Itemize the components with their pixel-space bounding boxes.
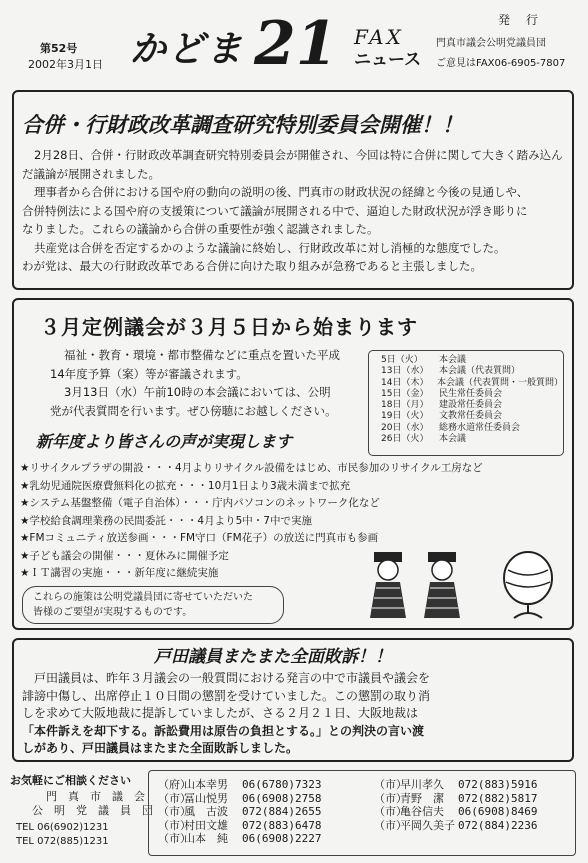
- body-line: 「本件訴えを却下する。訴訟費用は原告の負担とする。」との判決の言い渡: [22, 723, 425, 738]
- members-right-list: [374, 778, 537, 832]
- member-office: （府）: [158, 778, 191, 791]
- member-contact: [374, 819, 537, 833]
- article-assembly-body: [50, 346, 340, 420]
- body-line: 党が代表質問を行います。ぜひ傍聴にお越しください。: [50, 403, 337, 418]
- members-left-list: [158, 778, 321, 846]
- member-phone: 072(883)5916: [458, 778, 538, 791]
- member-phone: 06(6908)2758: [242, 791, 322, 805]
- org-council: 門 真 市 議 会: [46, 790, 145, 803]
- member-name: 早川孝久: [400, 778, 444, 791]
- member-phone: 06(6908)8469: [458, 805, 538, 818]
- schedule-event: 本会議: [439, 434, 467, 445]
- schedule-event: 本会議（代表質問）: [439, 366, 521, 377]
- publisher-name: 門真市議会公明党議員団: [436, 38, 546, 49]
- schedule-event: 総務水道常任委員会: [439, 422, 521, 433]
- schedule-row: [381, 400, 563, 411]
- member-contact: [158, 778, 321, 792]
- member-contact: [158, 819, 321, 833]
- member-office: （市）: [158, 832, 191, 845]
- emperor-doll-icon: [370, 552, 406, 618]
- consult-caption: お気軽にご相談ください: [10, 774, 131, 787]
- schedule-date: 19日（火）: [381, 411, 429, 422]
- body-line: 共産党は合併を否定するかのような議論に終始し、行財政改革に対し消極的な態度でした。: [34, 240, 506, 255]
- schedule-row: [381, 378, 563, 389]
- schedule-event: 民生常任委員会: [439, 388, 503, 399]
- body-line: 戸田議員は、昨年３月議会の一般質問における発言の中で市議員や議会を: [34, 671, 431, 685]
- schedule-event: 建設常任委員会: [439, 400, 503, 411]
- member-contact: [374, 805, 537, 819]
- body-line: 理事者から合併における国や府の動向の説明の後、門真市の財政状況の経緯と今後の見通しや、: [34, 185, 529, 199]
- schedule-event: 文教常任委員会: [439, 411, 503, 422]
- list-item: ★FMコミュニティ放送参画・・・FM守口（FM花子）の放送に門真市も参画: [20, 532, 379, 544]
- policy-note: [22, 586, 284, 624]
- schedule-event: 本会議: [439, 355, 467, 365]
- member-contact: [158, 805, 321, 819]
- schedule-row: [381, 355, 563, 366]
- member-phone: 072(884)2236: [458, 818, 538, 832]
- schedule-date: 15日（金）: [381, 388, 429, 399]
- article-assembly-headline: ３月定例議会が３月５日から始まります: [40, 315, 418, 339]
- member-office: （市）: [374, 805, 407, 818]
- article-merger-body: [22, 146, 567, 276]
- schedule-date: 5日（火）: [381, 355, 423, 365]
- member-office: （市）: [374, 778, 407, 791]
- member-office: （市）: [374, 791, 407, 805]
- body-line: 合併特例法による国や府の支援策について議論が展開される中で、逼迫した財政状況が浮き彫りに: [22, 203, 528, 218]
- schedule-date: 18日（月）: [381, 400, 429, 411]
- body-line: しがあり、戸田議員はまたまた全面敗訴しました。: [22, 741, 299, 755]
- member-office: （市）: [158, 818, 191, 832]
- list-item: ★リサイクルプラザの開設・・・4月よりリサイクル設備をはじめ、市民参加のリサイクル工房など: [20, 462, 483, 474]
- member-name: 風 古波: [184, 805, 228, 818]
- body-line: 福祉・教育・環境・都市整備などに重点を置いた平成: [64, 348, 340, 362]
- note-line: 皆様のご要望が実現するものです。: [33, 607, 193, 618]
- article-lawsuit-body: [22, 670, 430, 758]
- title-number: 21: [254, 9, 338, 79]
- list-item: ★学校給食調理業務の民間委託・・・4月より5中・7中で実施: [20, 514, 312, 527]
- member-name: 山本幸男: [184, 778, 228, 791]
- member-contact: [374, 792, 537, 806]
- schedule-event: 本会議（代表質問・一般質問）: [436, 377, 563, 388]
- schedule-row: [381, 423, 563, 434]
- schedule-row: [381, 411, 563, 422]
- member-phone: 072(884)2655: [242, 805, 322, 818]
- lantern-icon: [504, 552, 552, 618]
- empress-doll-icon: [424, 552, 460, 618]
- member-name: 亀谷信夫: [400, 805, 444, 818]
- body-line: 2月28日、合併・行財政改革調査研究特別委員会が開催され、今回は特に合併に関して大きく踏み込んだ議論が展開されました。: [22, 148, 563, 181]
- issue-date: 2002年3月1日: [28, 58, 103, 71]
- list-item: ★システム基盤整備（電子自治体）・・・庁内パソコンのネットワーク化など: [20, 497, 380, 509]
- body-line: なりました。これらの議論から合併の重要性が強く認識されました。: [22, 222, 379, 236]
- member-phone: 06(6780)7323: [242, 778, 322, 791]
- fax-contact: ご意見はFAX06-6905-7807: [436, 58, 566, 69]
- hina-doll-illustration: [368, 548, 568, 622]
- member-contact: [158, 792, 321, 806]
- issue-number: 第52号: [40, 42, 78, 55]
- member-office: （市）: [158, 805, 191, 818]
- article-merger-headline: 合併・行財政改革調査研究特別委員会開催！！: [22, 113, 463, 137]
- org-party: 公 明 党 議 員 団: [32, 804, 153, 817]
- body-line: 誹謗中傷し、出席停止１０日間の懲罰を受けていました。この懲罰の取り消: [22, 688, 431, 703]
- member-name: 村田文雄: [184, 818, 228, 832]
- body-line: しを求めて大阪地裁に提訴していましたが、さる２月２１日、大阪地裁は: [22, 706, 419, 720]
- new-policy-subheadline: 新年度より皆さんの声が実現します: [36, 432, 293, 451]
- schedule-date: 13日（水）: [381, 366, 429, 377]
- schedule-date: 14日（木）: [381, 377, 429, 388]
- title-kana: かどま: [130, 29, 245, 70]
- schedule-row: [381, 389, 563, 400]
- session-schedule: [368, 350, 564, 456]
- member-phone: 06(6908)2227: [242, 832, 322, 845]
- member-office: （市）: [158, 791, 191, 805]
- org-tel-2: TEL 072(885)1231: [16, 836, 109, 847]
- schedule-date: 20日（水）: [381, 422, 429, 433]
- title-fax: FAX: [354, 25, 404, 49]
- member-name: 山本 純: [184, 832, 228, 845]
- member-contact: [374, 778, 537, 792]
- note-line: これらの施策は公明党議員団に寄せていただいた: [33, 592, 253, 603]
- member-name: 青野 潔: [400, 791, 444, 805]
- org-tel-1: TEL 06(6902)1231: [16, 822, 109, 833]
- member-office: （市）: [374, 818, 407, 832]
- member-contact: [158, 832, 321, 846]
- schedule-date: 26日（火）: [381, 434, 429, 445]
- schedule-row: [381, 434, 563, 445]
- list-item: ★乳幼児通院医療費無料化の拡充・・・10月1日より3歳未満まで拡充: [20, 479, 351, 492]
- schedule-row: [381, 366, 563, 377]
- body-line: わが党は、最大の行財政改革である合併に向けた取り組みが急務であると主張しました。: [22, 259, 482, 273]
- body-line: 14年度予算（案）等が審議されます。: [50, 366, 248, 381]
- article-lawsuit-headline: 戸田議員またまた全面敗訴！！: [154, 647, 392, 667]
- member-name: 冨山悦男: [184, 791, 228, 805]
- list-item: ★ＩＴ講習の実施・・・新年度に継続実施: [20, 567, 219, 579]
- publisher-label: 発 行: [498, 13, 541, 27]
- body-line: 3月13日（水）午前10時の本会議においては、公明: [64, 385, 331, 399]
- member-name: 平岡久美子: [400, 818, 455, 832]
- member-phone: 072(883)6478: [242, 818, 322, 832]
- member-phone: 072(882)5817: [458, 791, 538, 805]
- title-news: ニュース: [354, 50, 422, 70]
- list-item: ★子ども議会の開催・・・夏休みに開催予定: [20, 549, 229, 562]
